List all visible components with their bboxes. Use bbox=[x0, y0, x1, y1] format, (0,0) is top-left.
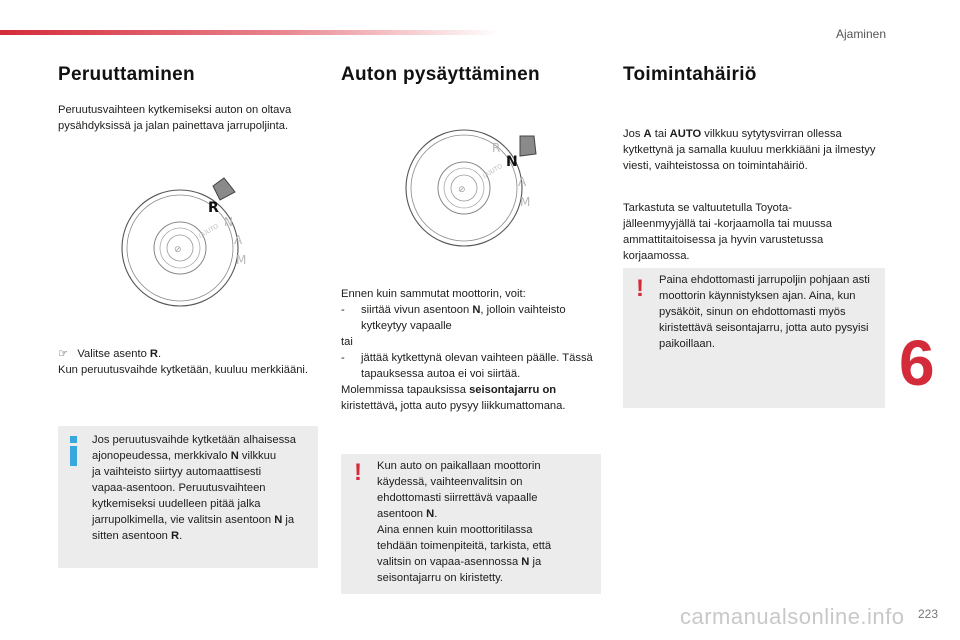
warning-icon: ! bbox=[354, 459, 362, 486]
svg-text:⊘: ⊘ bbox=[458, 185, 466, 195]
knob-mode-label: (A)UTO bbox=[197, 222, 220, 240]
malfunction-paragraph-2: Tarkastuta se valtuutetulla Toyota-jälleenmyyjällä tai -korjaamolla tai muussa ammattitaitoisessa ja hyvin varustetussa korjaamossa. bbox=[623, 202, 832, 262]
knob-mode-label: (A)UTO bbox=[481, 162, 504, 180]
malfunction-warning-text: Paina ehdottomasti jarrupoljin pohjaan asti moottorin käynnistyksen ajan. Aina, kun pysäköit, sinun on ehdottomasti myös kiristettävä seisontajarru, jotta auto pysyisi paikoillaan. bbox=[659, 274, 870, 350]
chapter-number: 6 bbox=[899, 327, 933, 399]
step-bullet-icon: ☞ bbox=[58, 348, 69, 360]
knob-letter-r: R bbox=[492, 141, 501, 155]
header-accent-bar bbox=[0, 30, 500, 35]
chapter-title: Ajaminen bbox=[835, 27, 886, 41]
reverse-info-box bbox=[58, 426, 318, 568]
reverse-title: Peruuttaminen bbox=[58, 64, 195, 85]
info-icon bbox=[70, 436, 77, 466]
knob-letter-a: A bbox=[518, 175, 527, 189]
stopping-title: Auton pysäyttäminen bbox=[341, 64, 540, 85]
stopping-warning-box bbox=[341, 454, 601, 594]
reverse-info-text: Jos peruutusvaihde kytketään alhaisessa ajonopeudessa, merkkivalo N vilkkuu ja vaihteisto siirtyy automaattisesti vapaa-asentoon. Peruutusvaihteen kytkemiseksi uudelleen pitää jalka jarrupolkimella, vie valitsin asentoon N ja sitten asentoon R. bbox=[92, 434, 296, 542]
gear-selector-neutral-image bbox=[392, 112, 552, 248]
stopping-instructions: Ennen kuin sammutat moottorin, voit: - siirtää vivun asentoon N, jolloin vaihteisto kytkeytyy vapaalle tai - jättää kytkettynä olevan vaihteen päälle. Tässä tapauksessa autoa ei voi siirtää. Molemmissa tapauksissa seisontajarru on kiristettävä, jotta auto pysyy liikkumattomana. bbox=[341, 286, 603, 414]
malfunction-paragraph-1: Jos A tai AUTO vilkkuu sytytysvirran ollessa kytkettynä ja samalla kuuluu merkkiääni ja ilmestyy viesti, vaihteistossa on toimintahäiriö. bbox=[623, 128, 876, 172]
watermark: carmanualsonline.info bbox=[680, 604, 905, 629]
knob-letter-n: N bbox=[224, 215, 233, 229]
knob-letter-r: R bbox=[208, 200, 219, 216]
reverse-step: ☞ Valitse asento R. Kun peruutusvaihde kytketään, kuuluu merkkiääni. bbox=[58, 348, 309, 376]
knob-letter-m: M bbox=[236, 253, 247, 267]
malfunction-title: Toimintahäiriö bbox=[623, 64, 757, 85]
knob-letter-n: N bbox=[506, 154, 518, 170]
stopping-warning-text: Kun auto on paikallaan moottorin käydessä, vaihteenvalitsin on ehdottomasti siirrettävä vapaalle asentoon N. Aina ennen kuin moottoritilassa tehdään toimenpiteitä, tarkista, että valitsin on vapaa-asennossa N ja seisontajarru on kiristetty. bbox=[377, 460, 552, 584]
warning-icon: ! bbox=[636, 275, 644, 302]
malfunction-warning-box bbox=[623, 268, 885, 408]
reverse-intro: Peruutusvaihteen kytkemiseksi auton on oltava pysähdyksissä ja jalan painettava jarrupoljinta. bbox=[58, 104, 292, 132]
knob-letter-m: M bbox=[520, 195, 531, 209]
svg-text:⊘: ⊘ bbox=[174, 245, 182, 255]
gear-selector-reverse-image bbox=[108, 172, 268, 308]
page-number: 223 bbox=[917, 607, 938, 621]
knob-letter-a: A bbox=[234, 233, 243, 247]
